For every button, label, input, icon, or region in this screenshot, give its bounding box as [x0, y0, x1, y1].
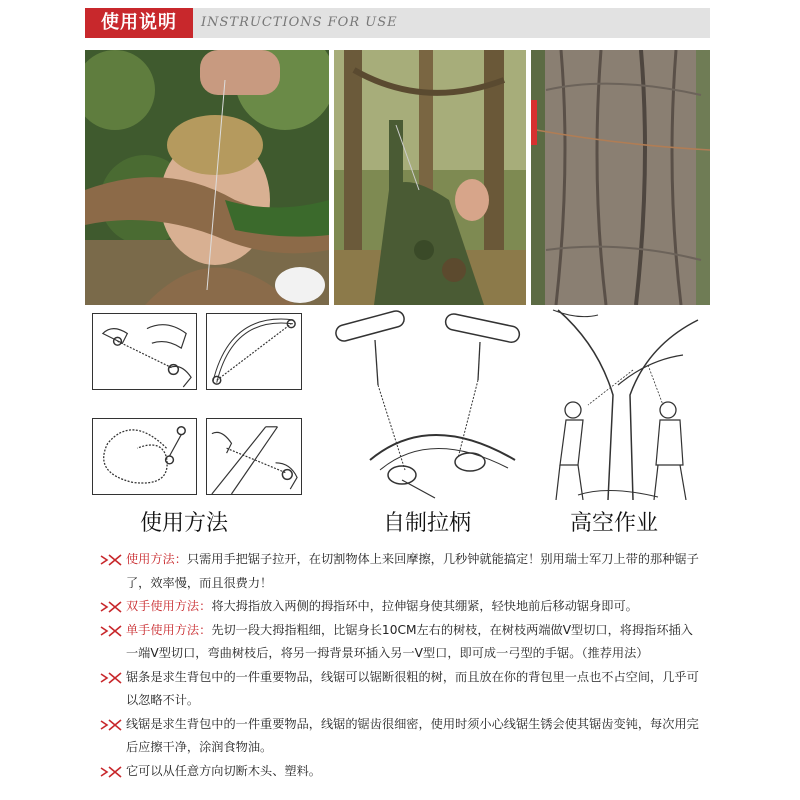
instruction-item	[92, 548, 704, 595]
instruction-item	[92, 713, 704, 760]
saw-bullet-icon	[100, 719, 122, 731]
sketch-coiled-saw	[92, 418, 197, 495]
instruction-key: 使用方法：	[126, 552, 187, 566]
saw-bullet-icon	[100, 766, 122, 778]
instruction-text: 只需用手把锯子拉开，在切割物体上来回摩擦，几秒钟就能搞定！别用瑞士军刀上带的那种锯子了，效率慢，而且很费力！	[126, 552, 699, 590]
sketch-sawing-branch	[206, 418, 302, 495]
instruction-item	[92, 666, 704, 713]
saw-bullet-icon	[100, 601, 122, 613]
instruction-text: 锯条是求生背包中的一件重要物品，线锯可以锯断很粗的树，而且放在你的背包里一点也不占空间，几乎可以忽略不计。	[126, 669, 699, 707]
sketch-high-branch-sawing	[538, 305, 710, 500]
instruction-item	[92, 595, 704, 619]
instruction-list	[92, 548, 704, 783]
photo-soldier-sawing-high	[334, 50, 526, 305]
photo-saw-around-tree	[531, 50, 710, 305]
instruction-text: 它可以从任意方向切断木头、塑料。	[126, 763, 321, 778]
photo-boy-sawing-branch	[85, 50, 329, 305]
saw-bullet-icon	[100, 554, 122, 566]
instruction-key: 双手使用方法：	[126, 599, 212, 613]
saw-bullet-icon	[100, 672, 122, 684]
caption-usage: 使用方法	[140, 511, 229, 536]
instruction-item	[92, 619, 704, 666]
section-header	[85, 8, 710, 38]
sketch-bow-saw	[206, 313, 302, 390]
section-subtitle: INSTRUCTIONS FOR USE	[201, 15, 398, 30]
instruction-key: 单手使用方法：	[126, 622, 212, 637]
instruction-text: 将大拇指放入两侧的拇指环中，拉伸锯身使其绷紧，轻快地前后移动锯身即可。	[211, 599, 638, 613]
section-title: 使用说明	[85, 8, 193, 38]
caption-high-work: 高空作业	[570, 511, 659, 536]
instruction-text: 先切一段大拇指粗细，比锯身长10CM左右的树枝，在树枝两端做V型切口，将拇指环插入一端V型切口，弯曲树枝后，将另一拇背景环插入另一V型口，即可成一弓型的手锯。（推荐用法）	[126, 622, 693, 660]
instruction-item	[92, 760, 704, 784]
saw-bullet-icon	[100, 625, 122, 637]
sketch-two-hand-pull	[92, 313, 197, 390]
caption-handle: 自制拉柄	[383, 511, 472, 536]
sketch-handles-in-log	[330, 310, 530, 500]
instruction-text: 线锯是求生背包中的一件重要物品，线锯的锯齿很细密，使用时须小心线锯生锈会使其锯齿变钝，每次用完后应擦干净，涂润食物油。	[126, 716, 699, 754]
